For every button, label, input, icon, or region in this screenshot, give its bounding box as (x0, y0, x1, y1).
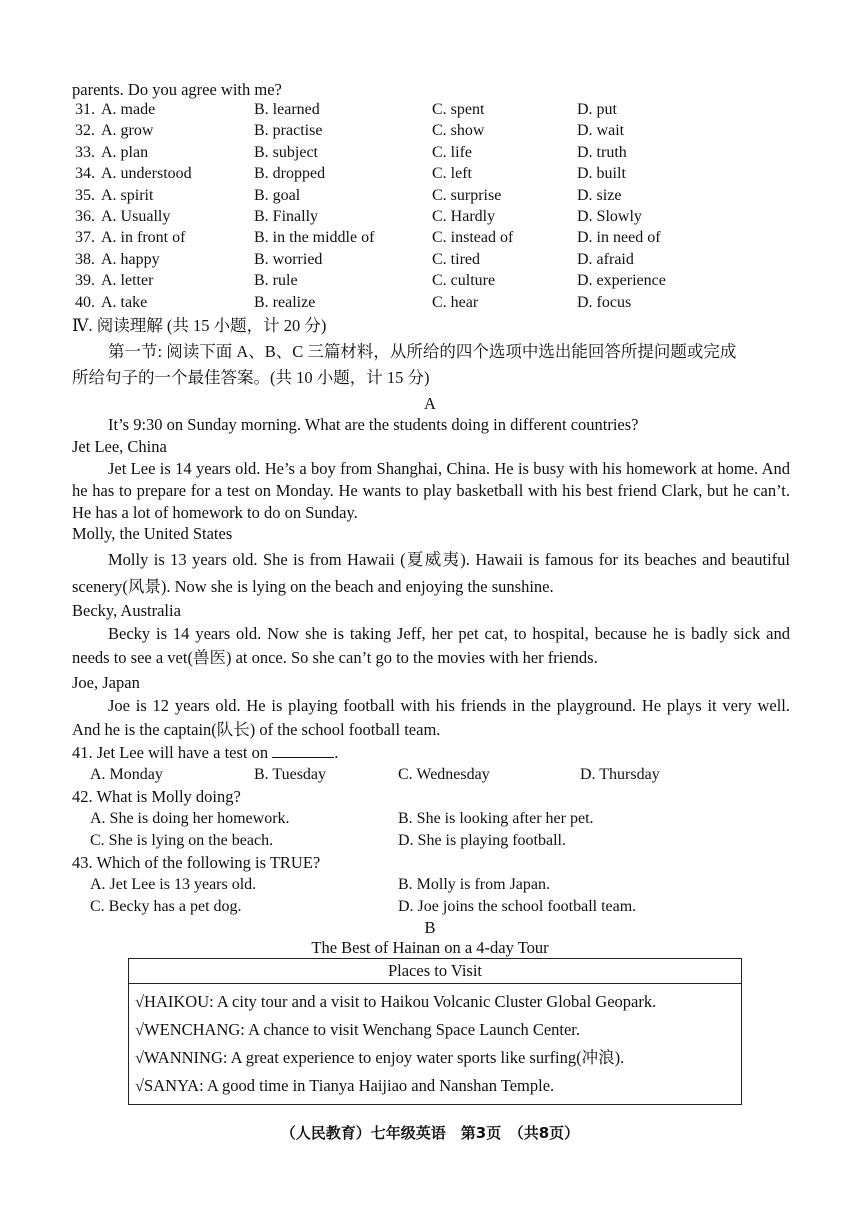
option-c: C. hear (432, 293, 479, 311)
option-d: D. afraid (577, 250, 634, 268)
q42-stem: 42. What is Molly doing? (72, 787, 241, 806)
question-number: 31. (75, 101, 95, 118)
place-item-wenchang: √WENCHANG: A chance to visit Wenchang Space Launch Center. (135, 1020, 581, 1039)
jet-heading: Jet Lee, China (72, 437, 167, 456)
option-d: D. truth (577, 143, 627, 161)
q43-option-b: B. Molly is from Japan. (398, 876, 550, 893)
option-a: A. understood (101, 165, 192, 183)
passage-b-label: B (424, 918, 436, 937)
option-b: B. worried (254, 250, 323, 268)
option-d: D. built (577, 165, 626, 183)
part1-instruction-line1: 第一节: 阅读下面 A、B、C 三篇材料，从所给的四个选项中选出能回答所提问题或完成 (108, 342, 737, 361)
molly-heading: Molly, the United States (72, 524, 233, 543)
option-c: C. tired (432, 250, 480, 268)
q42-option-b: B. She is looking after her pet. (398, 810, 594, 827)
places-table (128, 958, 742, 1105)
question-number: 34. (75, 165, 95, 183)
part1-instruction-line2: 所给句子的一个最佳答案。(共 10 小题，计 15 分) (72, 368, 430, 387)
option-d: D. focus (577, 293, 632, 311)
option-c: C. life (432, 143, 472, 161)
q41-option-c: C. Wednesday (398, 766, 490, 783)
question-number: 35. (75, 186, 95, 204)
becky-paragraph: Becky is 14 years old. Now she is taking Jeff, her pet cat, to hospital, because he is badly sick and needs to see a vet(兽医) at once. So she can’t go to the movies with her friends. (72, 624, 790, 667)
option-a: A. Usually (101, 208, 171, 225)
q42-option-a: A. She is doing her homework. (90, 810, 290, 827)
option-b: B. subject (254, 143, 318, 161)
option-a: A. in front of (101, 229, 186, 247)
q43-option-c: C. Becky has a pet dog. (90, 898, 242, 915)
question-number: 36. (75, 208, 95, 225)
option-b: B. practise (254, 122, 323, 140)
q42-option-c: C. She is lying on the beach. (90, 832, 274, 849)
option-d: D. wait (577, 122, 625, 140)
option-b: B. realize (254, 293, 316, 311)
option-a: A. spirit (101, 186, 154, 204)
q43-stem: 43. Which of the following is TRUE? (72, 853, 321, 872)
q41-stem-text: 41. Jet Lee will have a test on (72, 743, 269, 762)
option-a: A. made (101, 101, 156, 118)
option-b: B. dropped (254, 165, 326, 183)
passage-a-label: A (424, 394, 436, 413)
page-footer: （人民教育）七年级英语 第3页 （共8页） (280, 1124, 580, 1142)
section-title: Ⅳ. 阅读理解 (共 15 小题，计 20 分) (72, 316, 327, 335)
option-c: C. show (432, 122, 485, 140)
passage-b-title: The Best of Hainan on a 4-day Tour (311, 938, 549, 957)
option-d: D. experience (577, 272, 666, 290)
option-b: B. goal (254, 186, 301, 204)
q41-stem (72, 743, 338, 763)
option-d: D. Slowly (577, 208, 642, 225)
option-c: C. Hardly (432, 208, 496, 225)
option-d: D. in need of (577, 229, 661, 247)
passage-a-intro: It’s 9:30 on Sunday morning. What are the students doing in different countries? (108, 415, 639, 434)
option-b: B. learned (254, 101, 320, 118)
question-number: 33. (75, 143, 95, 161)
option-b: B. rule (254, 272, 298, 290)
joe-heading: Joe, Japan (72, 673, 140, 692)
option-b: B. Finally (254, 208, 319, 225)
jet-paragraph: Jet Lee is 14 years old. He’s a boy from Shanghai, China. He is busy with his homework at home. And he has to prepare for a test on Monday. He wants to play basketball with his best friend Clark, but he can’t. He has a lot of homework to do on Sunday. (72, 459, 790, 522)
q41-option-a: A. Monday (90, 766, 163, 783)
option-a: A. happy (101, 250, 160, 268)
question-number: 39. (75, 272, 95, 290)
option-a: A. plan (101, 143, 149, 161)
molly-paragraph: Molly is 13 years old. She is from Hawaii (夏威夷). Hawaii is famous for its beaches and beautiful scenery(风景). Now she is lying on the beach and enjoying the sunshine. (72, 550, 790, 596)
question-number: 32. (75, 122, 95, 140)
q41-option-d: D. Thursday (580, 766, 660, 783)
option-c: C. instead of (432, 229, 514, 247)
becky-heading: Becky, Australia (72, 601, 181, 620)
option-b: B. in the middle of (254, 229, 375, 247)
option-c: C. left (432, 165, 472, 183)
q42-option-d: D. She is playing football. (398, 832, 566, 849)
joe-paragraph: Joe is 12 years old. He is playing football with his friends in the playground. He plays it very well. And he is the captain(队长) of the school football team. (72, 696, 790, 739)
q43-option-a: A. Jet Lee is 13 years old. (90, 876, 257, 893)
option-a: A. letter (101, 272, 154, 290)
places-list-cell (129, 984, 742, 1105)
intro-line: parents. Do you agree with me? (72, 80, 282, 99)
option-a: A. take (101, 293, 148, 311)
option-c: C. surprise (432, 186, 502, 204)
place-item-haikou: √HAIKOU: A city tour and a visit to Haikou Volcanic Cluster Global Geopark. (135, 992, 657, 1011)
question-number: 37. (75, 229, 95, 247)
place-item-wanning: √WANNING: A great experience to enjoy water sports like surfing(冲浪). (135, 1048, 625, 1067)
question-number: 38. (75, 250, 95, 268)
q43-option-d: D. Joe joins the school football team. (398, 898, 637, 915)
q41-option-b: B. Tuesday (254, 766, 327, 783)
place-item-sanya: √SANYA: A good time in Tianya Haijiao and Nanshan Temple. (135, 1076, 555, 1095)
option-c: C. culture (432, 272, 496, 290)
option-c: C. spent (432, 101, 485, 118)
q41-stem-end: . (334, 743, 339, 762)
option-d: D. put (577, 101, 617, 118)
option-d: D. size (577, 186, 622, 204)
places-table-header: Places to Visit (129, 959, 742, 984)
q41-blank (272, 743, 334, 758)
option-a: A. grow (101, 122, 154, 140)
question-number: 40. (75, 293, 95, 311)
